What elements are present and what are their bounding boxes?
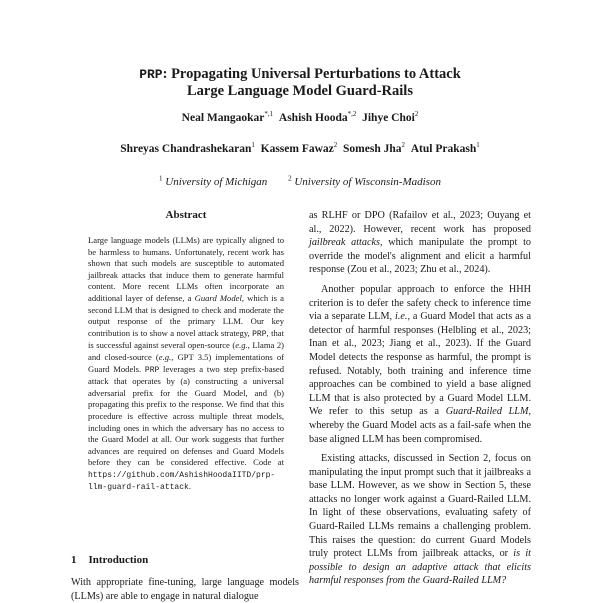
author-name: Atul Prakash [410,142,477,155]
paragraph [309,209,531,277]
para-text: Another popular approach to enforce the HHH criterion is to defer the safety check to inference time via a separate LLM, [309,283,531,323]
author-affil: 1 [476,141,480,149]
para-em: is it possible to design an adaptive attack that elicits harmful responses from the Guard-Railed LLM? [309,548,531,587]
author-name: Ashish Hooda [278,111,348,124]
affiliation-name: University of Michigan [165,175,268,188]
author-affil: *,1 [264,110,274,118]
affiliation-sup: 1 [159,174,163,182]
affiliation [288,176,441,188]
para-text: as RLHF or DPO (Rafailov et al., 2023; Ouyang et al., 2022). However, recent work has proposed [309,210,531,235]
author-name: Jihye Choi [362,111,415,124]
abstract-body [88,235,284,494]
abstract-text: Llama 2) and closed-source ( [88,340,285,362]
abstract-text: leverages a two step prefix-based attack that operates by (a) constructing a universal adversarial prefix for the Guard Model, and (b) propagating this prefix to the response. We find that this procedure is effective across multiple threat models, including ones in which the adversary has no access to the Guard Model at all. Our work suggests that further advances are required on defenses and Guard Models before they can be considered effective. Code at [88,363,284,468]
para-text: a Guard Model that acts as a detector of harmful responses (Helbling et al., 2023; Inan et al., 2023; Jiang et al., 2023). If the Guard Model detects the response as harmful, the prompt is refused. Notably, both training and inference time approaches can be combined to yield a base aligned LLM that is also protected by a Guard Model LLM. We refer to this setup as a [309,311,532,418]
affiliation-name: University of Wisconsin-Madison [294,175,441,188]
section-heading-introduction [71,554,148,566]
author-affil: 2 [414,110,419,118]
para-text: Existing attacks, discussed in Section 2, focus on manipulating the input prompt such that it jailbreaks a base LLM. However, as we show in Section 5, these attacks no longer work against a Guard-Railed LLM. In light of these observations, evaluating safety of Guard-Railed LLMs remains a challenging problem. This raises the question: do current Guard Models truly protect LLMs from jailbreak attacks, or [309,453,531,560]
paragraph [309,452,531,588]
abstract-text: , which is a second LLM that is designed to check and moderate the output response of the primary LLM. Our key contribution is to show a novel attack strategy, [88,292,284,338]
para-text: , whereby the Guard Model acts as a fail-safe when the base aligned LLM has been compromised. [309,406,531,445]
abstract-text: , that is successful against several open-source ( [88,327,284,351]
para-em: jailbreak attacks [309,237,380,249]
affiliations [0,174,600,188]
author-line-1 [0,110,600,124]
author-name: Shreyas Chandrashekaran [120,142,252,155]
abstract-text: Large language models (LLMs) are typically aligned to be harmless to humans. Unfortunately, recent work has shown that such models are susceptible to automated jailbreak attacks that induce them to generate harmful content. More recent LLMs often incorporate an additional layer of defense, a [88,235,284,303]
affiliation-sup: 2 [288,174,292,182]
abstract-heading: Abstract [165,209,207,221]
affiliation [159,176,267,188]
paper-title [0,66,600,100]
code-link[interactable]: https://github.com/AshishHoodaIITD/prp-llm-guard-rail-attack [88,470,276,493]
title-acronym: PRP [139,67,163,82]
abstract-em: e.g., [158,351,174,362]
author-name: Kassem Fawaz [260,142,334,155]
section-number: 1 [71,554,77,566]
title-line2: Large Language Model Guard-Rails [187,83,413,99]
abstract-text: . [188,481,191,492]
paragraph [309,283,531,446]
abstract-em: Guard Model [194,292,242,303]
section-title: Introduction [88,554,149,566]
para-em: i.e., [395,311,410,323]
abstract-acronym: PRP [144,365,160,375]
abstract-em: e.g., [235,340,250,351]
intro-text: With appropriate fine-tuning, large language models (LLMs) are able to engage in natural dialogue [71,577,299,602]
abstract-text: GPT 3.5) implementations of Guard Models. [88,351,284,374]
author-line-2 [0,141,600,155]
abstract-acronym: PRP [252,329,267,339]
author-affil: 1 [251,141,255,149]
title-line1: : Propagating Universal Perturbations to Attack [162,66,461,82]
para-em: Guard-Railed LLM [445,406,529,418]
author-affil: 2 [333,141,338,149]
author-affil: 2 [401,141,405,149]
right-column [309,209,531,594]
para-text: , which manipulate the prompt to override the model's alignment and elicit a harmful response (Zou et al., 2023; Zhu et al., 2024). [309,237,531,276]
author-name: Neal Mangaokar [181,111,265,124]
author-name: Somesh Jha [343,142,402,155]
author-affil: *,2 [347,110,357,118]
